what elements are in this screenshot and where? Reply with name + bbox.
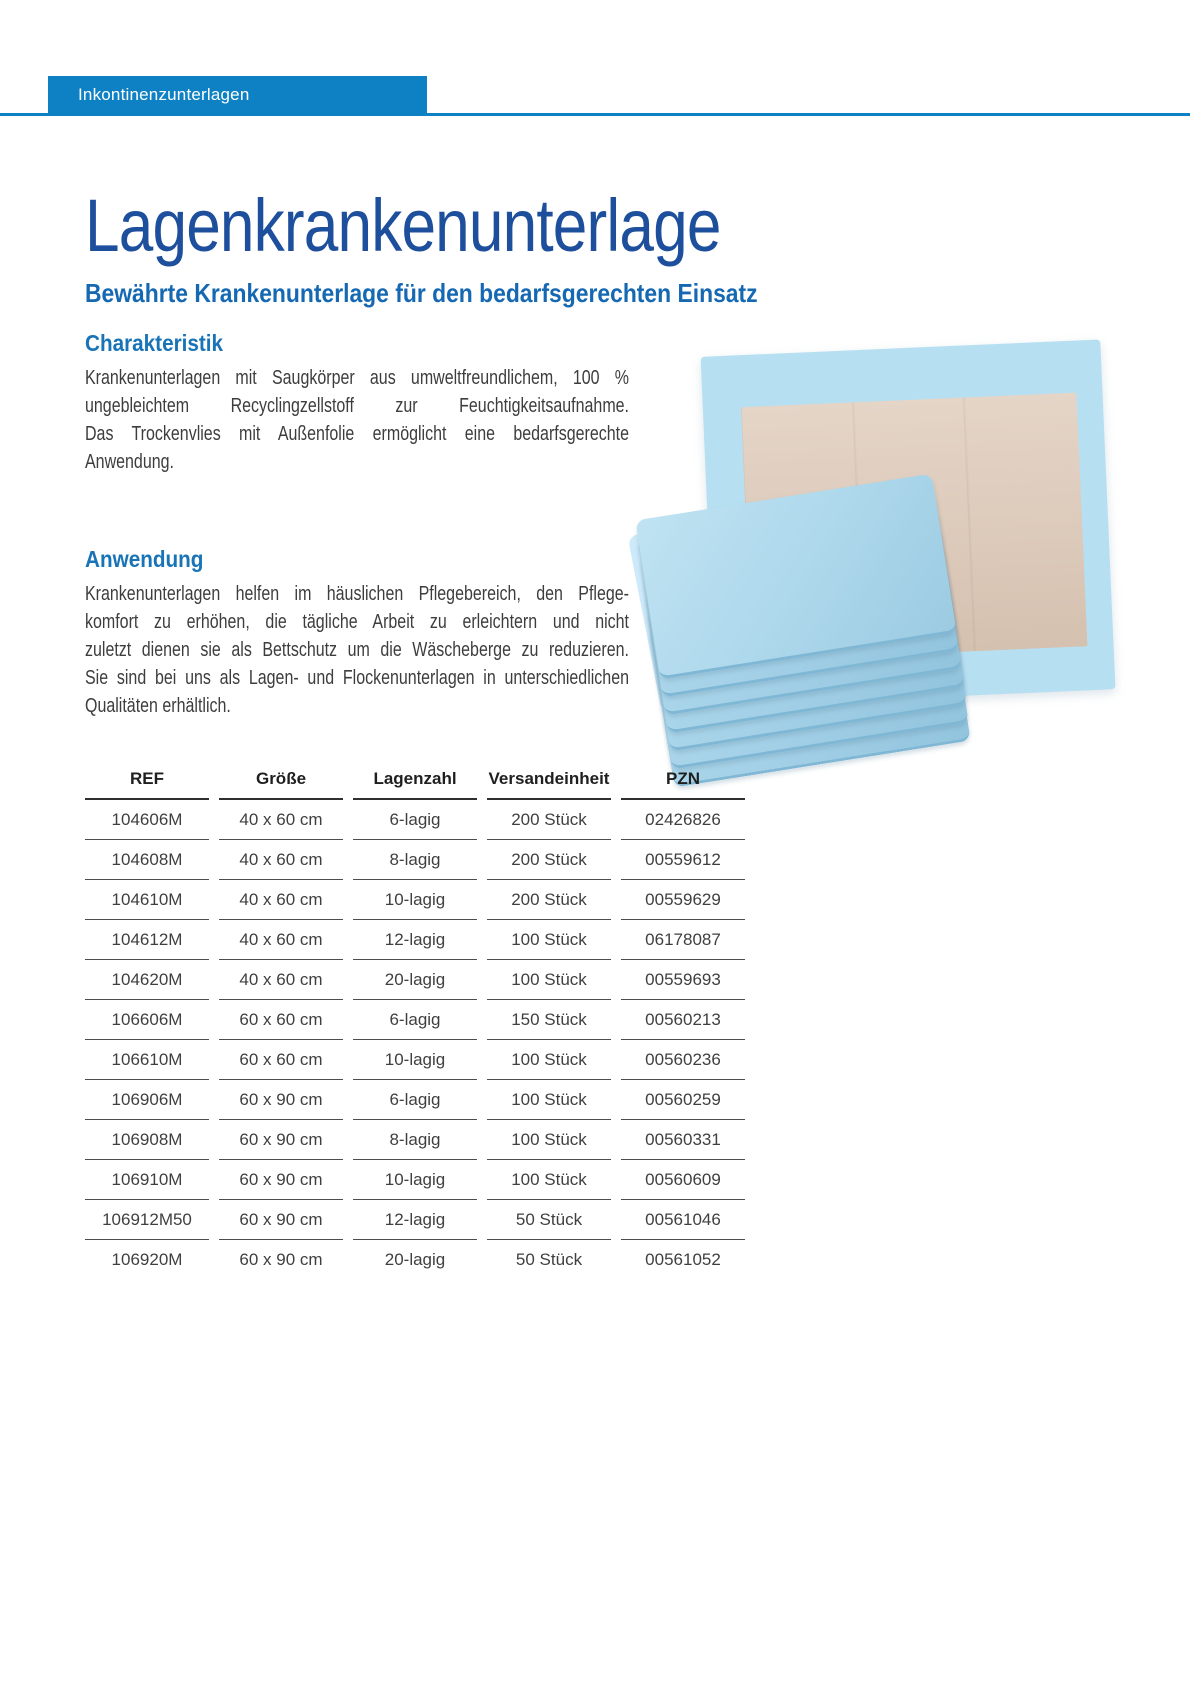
table-cell: 60 x 90 cm: [219, 1160, 343, 1200]
table-body: [85, 800, 745, 1279]
product-photo: [638, 338, 1118, 733]
table-row: [85, 1240, 745, 1279]
table-row: [85, 1200, 745, 1240]
table-cell: 100 Stück: [487, 920, 611, 960]
table-cell: 104606M: [85, 800, 209, 840]
table-row: [85, 840, 745, 880]
table-cell: 00560609: [621, 1160, 745, 1200]
table-cell: 60 x 90 cm: [219, 1120, 343, 1160]
table-row: [85, 920, 745, 960]
category-bar: [48, 76, 427, 113]
table-cell: 00560213: [621, 1000, 745, 1040]
paragraph-line: Das Trockenvlies mit Außenfolie ermöglicht eine bedarfsgerechte: [85, 423, 629, 445]
header-divider-rule: [0, 113, 1190, 116]
table-cell: 106908M: [85, 1120, 209, 1160]
paragraph-line: Qualitäten erhältlich.: [85, 695, 231, 717]
page-title: Lagenkrankenunterlage: [85, 184, 721, 267]
paragraph-line: Krankenunterlagen mit Saugkörper aus umweltfreundlichem, 100 %: [85, 367, 629, 389]
table-cell: 20-lagig: [384, 1249, 446, 1269]
table-cell: 10-lagig: [353, 1160, 477, 1200]
table-cell: 00559693: [621, 960, 745, 1000]
table-cell: 60 x 90 cm: [239, 1249, 323, 1269]
table-cell: 60 x 60 cm: [219, 1040, 343, 1080]
table-cell: 20-lagig: [353, 960, 477, 1000]
table-cell: 40 x 60 cm: [219, 960, 343, 1000]
table-cell: 00559612: [621, 840, 745, 880]
table-row: [85, 1040, 745, 1080]
table-header-cell: Größe: [219, 760, 343, 800]
table-cell: 200 Stück: [487, 800, 611, 840]
section-heading-anwendung: Anwendung: [85, 546, 204, 572]
table-cell: 200 Stück: [487, 880, 611, 920]
table-cell: 200 Stück: [487, 840, 611, 880]
table-cell: 100 Stück: [487, 1120, 611, 1160]
table-cell: 106906M: [85, 1080, 209, 1120]
table-cell: 60 x 90 cm: [219, 1080, 343, 1120]
table-cell: 40 x 60 cm: [219, 840, 343, 880]
page-subtitle: Bewährte Krankenunterlage für den bedarfsgerechten Einsatz: [85, 278, 758, 308]
paragraph-line: Anwendung.: [85, 451, 174, 473]
table-header-cell: PZN: [621, 760, 745, 800]
table-header-cell: Versandeinheit: [487, 760, 611, 800]
table-cell: 8-lagig: [353, 840, 477, 880]
table-cell: 00560259: [621, 1080, 745, 1120]
table-cell: 10-lagig: [353, 880, 477, 920]
table-cell: 40 x 60 cm: [219, 800, 343, 840]
table-cell: 104608M: [85, 840, 209, 880]
table-cell: 06178087: [621, 920, 745, 960]
table-header-cell: REF: [85, 760, 209, 800]
products-table: [75, 760, 755, 1279]
table-cell: 100 Stück: [487, 960, 611, 1000]
table-row: [85, 880, 745, 920]
table-cell: 104620M: [85, 960, 209, 1000]
table-cell: 6-lagig: [353, 1080, 477, 1120]
table-cell: 100 Stück: [487, 1040, 611, 1080]
paragraph-line: Krankenunterlagen helfen im häuslichen Pflegebereich, den Pflege-: [85, 583, 629, 605]
paragraph-line: komfort zu erhöhen, die tägliche Arbeit zu erleichtern und nicht: [85, 611, 629, 633]
table-cell: 106610M: [85, 1040, 209, 1080]
table-cell: 40 x 60 cm: [219, 880, 343, 920]
table-cell: 50 Stück: [487, 1200, 611, 1240]
table-cell: 40 x 60 cm: [219, 920, 343, 960]
table-header-cell: Lagenzahl: [353, 760, 477, 800]
section-heading-charakteristik: Charakteristik: [85, 330, 224, 356]
table-cell: 150 Stück: [487, 1000, 611, 1040]
table-cell: 02426826: [621, 800, 745, 840]
table-cell: 12-lagig: [353, 920, 477, 960]
table-header-row: [85, 760, 745, 800]
table-row: [85, 1160, 745, 1200]
category-label: Inkontinenzunterlagen: [78, 84, 250, 104]
table-row: [85, 960, 745, 1000]
table-cell: 00560236: [621, 1040, 745, 1080]
table-cell: 8-lagig: [353, 1120, 477, 1160]
table-cell: 100 Stück: [487, 1080, 611, 1120]
products-table-wrap: [75, 760, 755, 1279]
table-cell: 00559629: [621, 880, 745, 920]
table-row: [85, 1120, 745, 1160]
table-cell: 104612M: [85, 920, 209, 960]
folded-pad-stack: [638, 488, 968, 733]
table-row: [85, 800, 745, 840]
table-cell: 106910M: [85, 1160, 209, 1200]
table-cell: 60 x 60 cm: [219, 1000, 343, 1040]
table-cell: 6-lagig: [353, 800, 477, 840]
table-cell: 00560331: [621, 1120, 745, 1160]
paragraph-charakteristik: [85, 364, 629, 476]
table-cell: 00561052: [645, 1249, 721, 1269]
table-cell: 00561046: [621, 1200, 745, 1240]
table-cell: 60 x 90 cm: [219, 1200, 343, 1240]
table-cell: 6-lagig: [353, 1000, 477, 1040]
table-cell: 106920M: [111, 1249, 183, 1269]
table-row: [85, 1080, 745, 1120]
table-cell: 100 Stück: [487, 1160, 611, 1200]
table-cell: 10-lagig: [353, 1040, 477, 1080]
paragraph-line: ungebleichtem Recyclingzellstoff zur Feuchtigkeitsaufnahme.: [85, 395, 629, 417]
table-cell: 106912M50: [85, 1200, 209, 1240]
table-cell: 104610M: [85, 880, 209, 920]
table-head: [85, 760, 745, 800]
table-row: [85, 1000, 745, 1040]
table-cell: 106606M: [85, 1000, 209, 1040]
paragraph-anwendung: [85, 580, 629, 720]
paragraph-line: Sie sind bei uns als Lagen- und Flockenunterlagen in unterschiedlichen: [85, 667, 629, 689]
table-cell: 50 Stück: [515, 1249, 583, 1269]
table-cell: 12-lagig: [353, 1200, 477, 1240]
paragraph-line: zuletzt dienen sie als Bettschutz um die Wäscheberge zu reduzieren.: [85, 639, 629, 661]
